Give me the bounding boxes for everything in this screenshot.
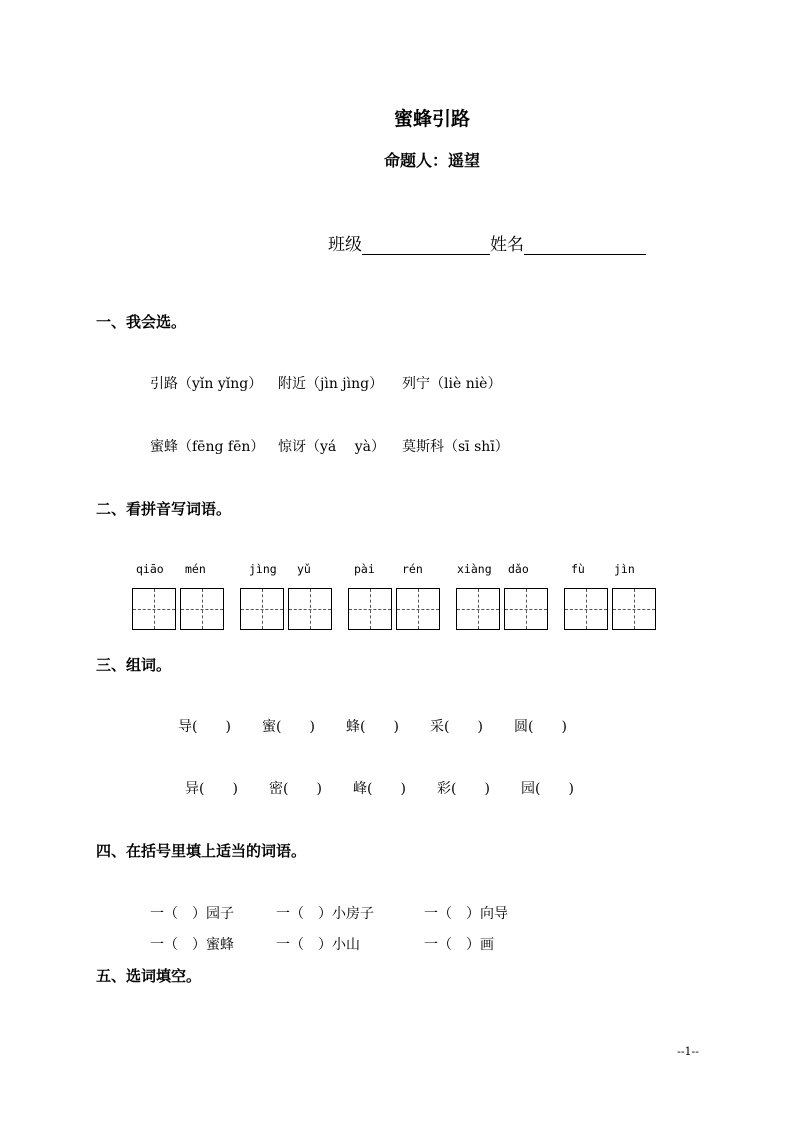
writing-grid-cell[interactable] bbox=[348, 588, 392, 630]
fill-item: 一（ ）画 bbox=[424, 937, 494, 953]
word-item: 密( ) bbox=[269, 781, 322, 797]
word-item: 圆( ) bbox=[514, 719, 567, 735]
fill-item: 一（ ）小山 bbox=[276, 937, 360, 953]
pinyin-label: fù bbox=[571, 562, 585, 576]
pinyin-label: xiàng bbox=[457, 562, 492, 576]
writing-grid-cell[interactable] bbox=[564, 588, 608, 630]
writing-grid-cell[interactable] bbox=[612, 588, 656, 630]
class-label: 班级 bbox=[328, 235, 362, 255]
class-blank[interactable] bbox=[362, 236, 490, 255]
document-title: 蜜蜂引路 bbox=[393, 108, 470, 130]
word-item: 蜂( ) bbox=[346, 719, 399, 735]
word-item: 采( ) bbox=[430, 719, 483, 735]
writing-grid-cell[interactable] bbox=[396, 588, 440, 630]
word-item: 异( ) bbox=[185, 781, 238, 797]
fill-item: 一（ ）园子 bbox=[150, 906, 234, 922]
pinyin-label: yǔ bbox=[297, 562, 311, 576]
pinyin-label: jìng bbox=[249, 562, 277, 576]
class-name-line bbox=[328, 230, 646, 255]
pinyin-label: rén bbox=[402, 562, 423, 576]
choose-item: 列宁（liè niè） bbox=[402, 376, 502, 392]
choose-item: 附近（jìn jìng） bbox=[278, 376, 384, 392]
word-item: 园( ) bbox=[521, 781, 574, 797]
choose-item: 引路（yǐn yǐng） bbox=[150, 376, 263, 392]
section-heading-4: 四、在括号里填上适当的词语。 bbox=[96, 842, 307, 860]
section-heading-2: 二、看拼音写词语。 bbox=[96, 500, 232, 518]
pinyin-label: pài bbox=[354, 562, 375, 576]
choose-item: 莫斯科（sī shī） bbox=[402, 439, 509, 455]
section-heading-3: 三、组词。 bbox=[96, 656, 172, 674]
writing-grid-cell[interactable] bbox=[288, 588, 332, 630]
pinyin-label: mén bbox=[185, 562, 206, 576]
writing-grid-cell[interactable] bbox=[132, 588, 176, 630]
word-item: 蜜( ) bbox=[262, 719, 315, 735]
page-number: --1-- bbox=[677, 1045, 699, 1058]
pinyin-label: qiāo bbox=[136, 562, 164, 576]
writing-grid-cell[interactable] bbox=[240, 588, 284, 630]
fill-item: 一（ ）小房子 bbox=[276, 906, 374, 922]
writing-grid-cell[interactable] bbox=[180, 588, 224, 630]
section-heading-5: 五、选词填空。 bbox=[96, 967, 202, 985]
writing-grid-cell[interactable] bbox=[456, 588, 500, 630]
word-item: 导( ) bbox=[178, 719, 231, 735]
fill-item: 一（ ）向导 bbox=[424, 906, 508, 922]
author-line: 命题人：遥望 bbox=[383, 151, 480, 170]
word-item: 峰( ) bbox=[353, 781, 406, 797]
name-label: 姓名 bbox=[490, 235, 524, 255]
pinyin-label: jìn bbox=[614, 562, 635, 576]
pinyin-label: dǎo bbox=[508, 562, 529, 576]
choose-item: 惊讶（yá yà） bbox=[278, 439, 385, 455]
name-blank[interactable] bbox=[524, 236, 646, 255]
word-item: 彩( ) bbox=[437, 781, 490, 797]
writing-grid-cell[interactable] bbox=[504, 588, 548, 630]
section-heading-1: 一、我会选。 bbox=[96, 313, 187, 331]
choose-item: 蜜蜂（fēng fēn） bbox=[150, 439, 265, 455]
fill-item: 一（ ）蜜蜂 bbox=[150, 937, 234, 953]
